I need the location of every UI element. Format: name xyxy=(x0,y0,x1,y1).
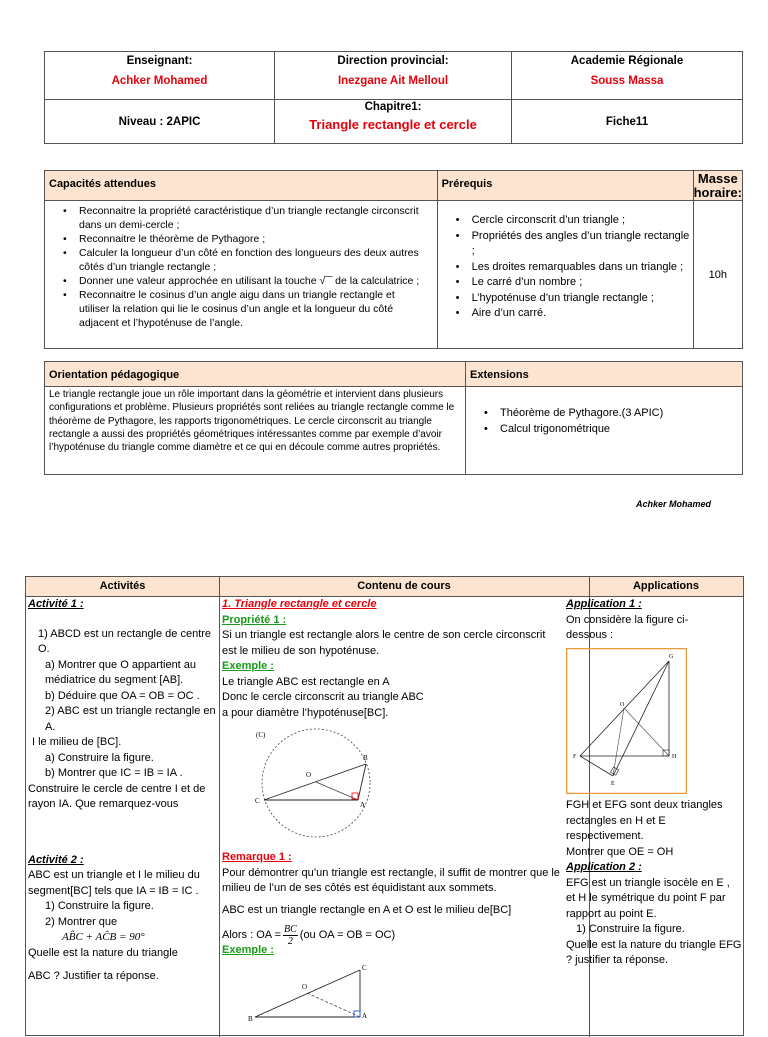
prerequisite-item: • L’hypoténuse d’un triangle rectangle ; xyxy=(438,291,693,307)
activity2-item1: 1) Construire la figure. xyxy=(45,900,154,912)
prerequisite-item: • Les droites remarquables dans un triangle ; xyxy=(438,260,693,276)
teacher-cell xyxy=(45,52,275,100)
app-fig-label-o: O xyxy=(620,702,625,708)
oh-segment xyxy=(624,708,669,756)
application1-question: Montrer que OE = OH xyxy=(566,845,674,858)
right-angle-e xyxy=(611,767,619,775)
capacity-item: • Reconnaitre la propriété caractéristique d’un triangle rectangle circonscrit dans un demi-cercle ; xyxy=(45,204,425,232)
remark-block xyxy=(222,850,562,947)
extensions-list xyxy=(466,405,742,437)
applications-column xyxy=(566,597,742,644)
fig2-median xyxy=(307,993,360,1017)
activity1-item2b: b) Montrer que IC = IB = IA . xyxy=(45,767,183,779)
application1-figure xyxy=(566,648,687,794)
prerequisite-item: • Le carré d’un nombre ; xyxy=(438,275,693,291)
author: Achker Mohamed xyxy=(636,499,712,509)
example1-title: Exemple : xyxy=(222,660,274,672)
hours-title-1: Masse xyxy=(697,171,738,186)
application2-item1: 1) Construire la figure. xyxy=(576,923,685,935)
example2-fraction xyxy=(283,924,298,947)
fe-side xyxy=(580,756,613,776)
activity1-item1: 1) ABCD est un rectangle de centre O. xyxy=(38,627,212,655)
activity2-question: Quelle est la nature du triangle xyxy=(28,946,178,959)
chapter-cell xyxy=(275,100,512,144)
level-cell xyxy=(45,100,275,144)
sheet: Fiche11 xyxy=(605,115,649,128)
header-table xyxy=(44,51,743,144)
figure-frame xyxy=(567,649,687,794)
orientation-table xyxy=(44,361,743,475)
fig2-label-a: A xyxy=(362,1012,368,1020)
orientation-header xyxy=(45,362,466,387)
extension-item: • Théorème de Pythagore.(3 APIC) xyxy=(466,405,742,421)
fraction-numerator: BC xyxy=(284,924,297,935)
teacher-name: Achker Mohamed xyxy=(111,75,208,87)
fig1-label-c2: C xyxy=(255,797,260,805)
application1-description: FGH et EFG sont deux triangles rectangles en H et E respectivement. xyxy=(566,799,723,842)
col-activities: Activités xyxy=(99,580,146,592)
activity1-title: Activité 1 : xyxy=(28,598,84,610)
chapter-title: Triangle rectangle et cercle xyxy=(309,117,477,132)
capacities-list xyxy=(45,204,425,330)
example2-line1: ABC est un triangle rectangle en A et O est le milieu de[BC] xyxy=(222,903,512,916)
prerequisites-list xyxy=(438,213,693,322)
side-ab xyxy=(358,764,366,800)
capacity-item: • Donner une valeur approchée en utilisant la touche √‾‾ de la calculatrice ; xyxy=(45,274,425,288)
capacities-header xyxy=(45,171,438,201)
prerequisite-item: • Propriétés des angles d’un triangle rectangle ; xyxy=(438,229,693,260)
applications-bottom xyxy=(566,798,742,969)
prerequisite-item: • Aire d’un carré. xyxy=(438,306,693,322)
hypotenuse-bc xyxy=(264,764,366,800)
hours-title-2: horaire: xyxy=(693,185,742,200)
hours-value: 10h xyxy=(708,268,727,281)
app-fig-label-g: G xyxy=(669,654,674,660)
remark1-title: Remarque 1 : xyxy=(222,851,292,863)
example1-line3: a pour diamètre l’hypoténuse[BC]. xyxy=(222,706,389,719)
direction-cell xyxy=(275,52,512,100)
direction-label: Direction provincial: xyxy=(337,55,449,67)
section1-title: 1. Triangle rectangle et cercle xyxy=(222,598,377,610)
academy-cell xyxy=(512,52,743,100)
level: Niveau : 2APIC xyxy=(118,115,201,128)
fig1-label-a: A xyxy=(360,801,366,809)
prerequisites-cell xyxy=(437,201,693,349)
fig2-label-c: C xyxy=(362,964,367,972)
col-applications: Applications xyxy=(632,580,699,592)
chapter-label: Chapitre1: xyxy=(364,101,422,113)
capacity-item: • Reconnaitre le cosinus d’un angle aigu dans un triangle rectangle et utiliser la relation qui lie le cosinus d’un angle et la longueur du côté adjacent et l’hypoténuse de l’angle. xyxy=(45,288,425,330)
activity1-circle: Construire le cercle de centre I et de rayon IA. Que remarquez-vous xyxy=(28,782,206,810)
application1-title: Application 1 : xyxy=(566,598,642,610)
capacities-cell xyxy=(45,201,438,349)
figure-right-triangle xyxy=(245,962,375,1022)
fig2-label-o: O xyxy=(302,983,308,991)
activity1-item2: 2) ABC est un triangle rectangle en A. xyxy=(45,705,216,733)
hours-header xyxy=(693,171,742,201)
fig1-label-c: (C) xyxy=(256,731,266,739)
example1-line2: Donc le cercle circonscrit au triangle ABC xyxy=(222,691,424,703)
orientation-title: Orientation pédagogique xyxy=(49,369,180,381)
remark1-text: Pour démontrer qu’un triangle est rectangle, il suffit de montrer que le milieu de l’un de ses côtés est équidistant aux sommets. xyxy=(222,866,560,894)
academy-value: Souss Massa xyxy=(590,75,664,87)
activity1-item-b: b) Déduire que OA = OB = OC . xyxy=(45,689,200,702)
prerequisite-item: • Cercle circonscrit d’un triangle ; xyxy=(438,213,693,229)
property1-title: Propriété 1 : xyxy=(222,613,287,626)
activity2-question2: ABC ? Justifier ta réponse. xyxy=(28,970,159,982)
prerequisites-title: Prérequis xyxy=(441,178,493,190)
activities-column xyxy=(28,597,216,985)
application2-question: Quelle est la nature du triangle EFG ? justifier ta réponse. xyxy=(566,938,742,966)
academy-label: Academie Régionale xyxy=(570,55,684,67)
sheet-cell xyxy=(512,100,743,144)
example2-line2-pre: Alors : OA = xyxy=(222,928,281,941)
capacities-table xyxy=(44,170,743,349)
extensions-cell xyxy=(466,387,743,475)
content-column xyxy=(222,597,562,721)
app-fig-label-e: E xyxy=(611,781,615,787)
example2-title: Exemple : xyxy=(222,944,274,956)
fig1-label-b: B xyxy=(363,754,368,762)
capacity-item: • Reconnaitre le théorème de Pythagore ; xyxy=(45,232,425,246)
activity1-midpoint: I le milieu de [BC]. xyxy=(32,736,122,748)
example1-line1: Le triangle ABC est rectangle en A xyxy=(222,675,390,688)
activity1-item2a: a) Construire la figure. xyxy=(45,751,154,764)
fraction-denominator: 2 xyxy=(287,936,293,947)
orientation-text: Le triangle rectangle joue un rôle important dans la géométrie et intervient dans plusieurs configurations et problème. Plusieurs propriétés sont reliées au triangle rectangle comme le théorème de Pythagore, les rapports trigonométriques. Le cercle circonscrit au triangle rectangle a aussi des propriétés géométriques intéressantes comme par exemple d’avoir l’hypoténuse du triangle comme diamètre et ce qui en découle comme autres propriétés. xyxy=(49,389,455,454)
application2-text: EFG est un triangle isocèle en E , et H le symétrique du point F par rapport au point E. xyxy=(566,876,730,920)
application1-text: On considère la figure ci-dessous : xyxy=(566,613,689,641)
property1-text: Si un triangle est rectangle alors le centre de son cercle circonscrit est le milieu de son hypoténuse. xyxy=(222,629,546,657)
direction-value: Inezgane Ait Melloul xyxy=(337,75,449,87)
application2-title: Application 2 : xyxy=(566,861,642,873)
circumscribed-circle xyxy=(262,729,370,837)
capacity-item: • Calculer la longueur d’un côté en fonction des longueurs des deux autres côtés d’un triangle rectangle ; xyxy=(45,246,425,274)
hours-cell xyxy=(693,201,742,349)
col-content: Contenu de cours xyxy=(357,580,451,592)
figure-circle-triangle xyxy=(250,727,380,839)
extensions-title: Extensions xyxy=(470,369,529,381)
activity2-title: Activité 2 : xyxy=(28,853,84,866)
activity2-equation: AB̂C + AĈB = 90° xyxy=(62,931,145,943)
activity2-text: ABC est un triangle et I le milieu du segment[BC] tels que IA = IB = IC . xyxy=(28,869,200,897)
orientation-cell xyxy=(45,387,466,475)
extensions-header xyxy=(466,362,743,387)
app-fig-label-f: F xyxy=(573,754,577,760)
example2-line2-post: (ou OA = OB = OC) xyxy=(299,928,396,941)
teacher-label: Enseignant: xyxy=(126,55,193,67)
extension-item: • Calcul trigonométrique xyxy=(466,421,742,437)
fig2-right-angle xyxy=(354,1011,360,1017)
activity1-item-a: a) Montrer que O appartient au médiatrice du segment [AB]. xyxy=(45,658,197,686)
oe-segment xyxy=(613,708,624,776)
prerequisites-header xyxy=(437,171,693,201)
fig1-label-o: O xyxy=(306,771,312,779)
capacities-title: Capacités attendues xyxy=(49,178,156,190)
activity2-item2: 2) Montrer que xyxy=(45,915,118,928)
eg-side xyxy=(613,661,669,776)
fig2-label-b: B xyxy=(248,1015,253,1022)
app-fig-label-h: H xyxy=(672,754,677,760)
